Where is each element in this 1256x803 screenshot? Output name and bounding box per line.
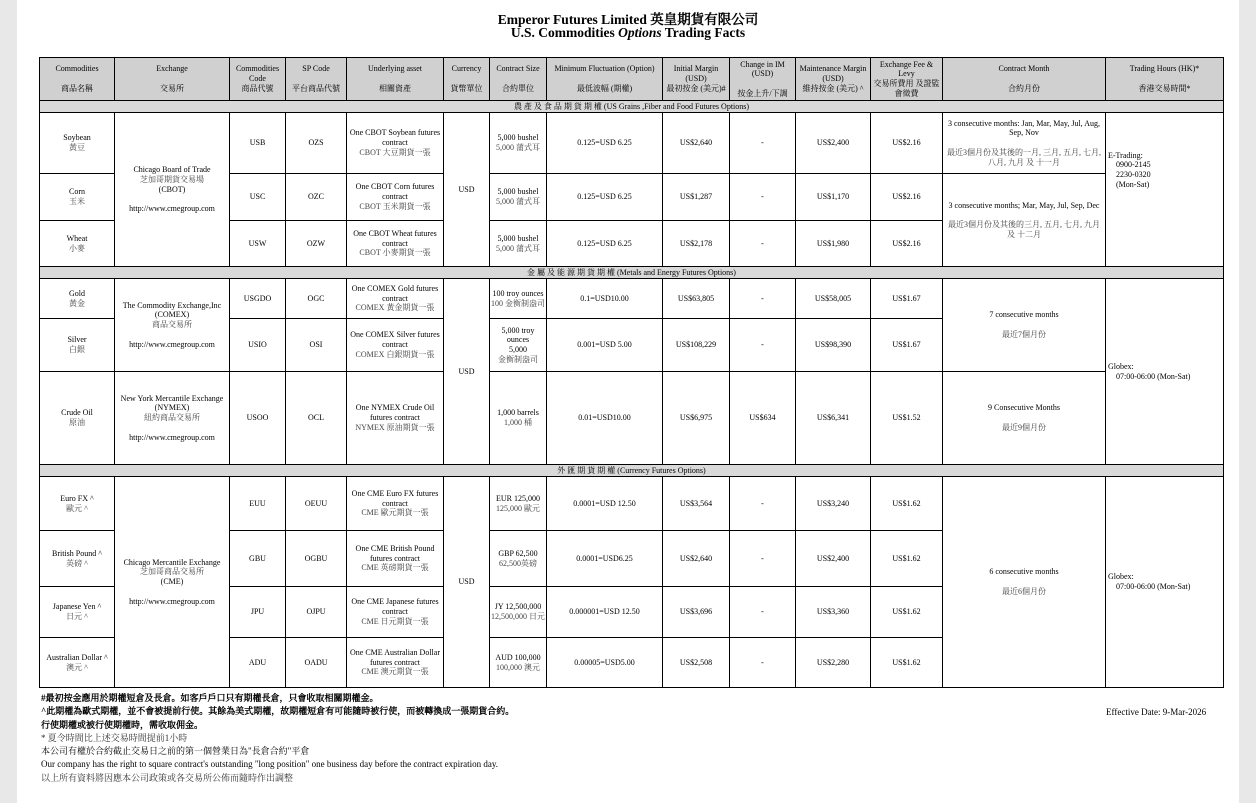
col-commodities-code: Commodities Code 商品代號 (230, 58, 286, 101)
col-change-im: Change in IM (USD) 按金上升/下調 (730, 58, 796, 101)
exchange-cbot: Chicago Board of Trade 芝加哥期貨交易場 (CBOT) http://www.cmegroup.com (115, 113, 230, 267)
effective-date: Effective Date: 9-Mar-2026 (1106, 707, 1207, 717)
col-initial-margin: Initial Margin (USD) 最初按金 (美元)# (663, 58, 730, 101)
col-contract-size: Contract Size 合約單位 (490, 58, 547, 101)
trading-hours-fx: Globex: 07:00-06:00 (Mon-Sat) (1106, 477, 1224, 688)
table-row: Australian Dollar ^ 澳元 ^ ADU OADU One CME Australian Dollar futures contract CME 澳元期貨一張 AUD 100,000 100,000 澳元 0.00005=USD5.00 US$2,508 - US$2,280 US$1.62 (40, 638, 1224, 688)
note-square-cn: 本公司有權於合約截止交易日之前的第一個營業日為"長倉合約"平倉 (41, 746, 310, 757)
document-subtitle: U.S. Commodities Options Trading Facts (510, 25, 746, 40)
exchange-comex: The Commodity Exchange,Inc (COMEX) 商品交易所 http://www.cmegroup.com (115, 279, 230, 372)
note-adjustment: 以上所有資料將因應本公司政策或各交易所公佈而隨時作出調整 (41, 772, 294, 783)
table-row: Crude Oil 原油 New York Mercantile Exchange (NYMEX) 紐約商品交易所 http://www.cmegroup.com USOO OCL One NYMEX Crude Oil futures contract NYMEX 原油期貨一張 1,000 barrels 1,000 桶 0.01=USD10.00 US$6,975 US$634 US$6,341 US$1.52 9 Consecutive Months 最近9個月份 (40, 372, 1224, 465)
table-row: British Pound ^ 英磅 ^ GBU OGBU One CME British Pound futures contract CME 英磅期貨一張 GBP 62,500 62,500英磅 0.0001=USD6.25 US$2,640 - US$2,400 US$1.62 (40, 531, 1224, 587)
note-initial-margin: #最初按金應用於期權短倉及長倉。如客戶戶口只有期權長倉，只會收取相關期權金。 (41, 693, 379, 703)
table-row: Silver 白銀 USIO OSI One COMEX Silver futures contract COMEX 白銀期貨一張 5,000 troy ounces 5,000 金衡制盎司 0.001=USD 5.00 US$108,229 - US$98,390 US$1.67 (40, 319, 1224, 372)
col-exchange: Exchange 交易所 (115, 58, 230, 101)
document-page (17, 0, 1239, 803)
table-row: Gold 黃金 The Commodity Exchange,Inc (COMEX) 商品交易所 http://www.cmegroup.com USGDO OGC One COMEX Gold futures contract COMEX 黃金期貨一張 USD 100 troy ounces 100 金衡制盎司 0.1=USD10.00 US$63,805 - US$58,005 US$1.67 7 consecutive months 最近7個月份 Globex: 07:00-06:00 (Mon-Sat) (40, 279, 1224, 319)
contract-month-soybean: 3 consecutive months: Jan, Mar, May, Jul, Aug, Sep, Nov 最近3個月份及其後的一月, 三月, 五月, 七月, 八月, 九月 及 十一月 (943, 113, 1106, 174)
contract-month-corn-wheat: 3 consecutive months; Mar, May, Jul, Sep, Dec 最近3個月份及其後的三月, 五月, 七月, 九月 及 十二月 (943, 174, 1106, 267)
table-row: Euro FX ^ 歐元 ^ Chicago Mercantile Exchange 芝加哥商品交易所 (CME) http://www.cmegroup.com EUU OEUU One CME Euro FX futures contract CME 歐元期貨一張 USD EUR 125,000 125,000 歐元 0.0001=USD 12.50 US$3,564 - US$3,240 US$1.62 6 consecutive months 最近6個月份 Globex: 07:00-06:00 (Mon-Sat) (40, 477, 1224, 531)
contract-month-crude: 9 Consecutive Months 最近9個月份 (943, 372, 1106, 465)
contract-month-fx: 6 consecutive months 最近6個月份 (943, 477, 1106, 688)
table-row: Soybean 黃豆 Chicago Board of Trade 芝加哥期貨交易場 (CBOT) http://www.cmegroup.com USB OZS One CBOT Soybean futures contract CBOT 大豆期貨一張 USD 5,000 bushel 5,000 蒲式耳 0.125=USD 6.25 US$2,640 - US$2,400 US$2.16 3 consecutive months: Jan, Mar, May, Jul, Aug, Sep, Nov 最近3個月份及其後的一月, 三月, 五月, 七月, 八月, 九月 及 十一月 E-Trading: 0900-2145 2230-0320 (Mon-Sat) (40, 113, 1224, 174)
table-row: Japanese Yen ^ 日元 ^ JPU OJPU One CME Japanese futures contract CME 日元期貨一張 JY 12,500,000 12,500,000 日元 0.000001=USD 12.50 US$3,696 - US$3,360 US$1.62 (40, 587, 1224, 638)
exchange-cme: Chicago Mercantile Exchange 芝加哥商品交易所 (CME) http://www.cmegroup.com (115, 477, 230, 688)
document-title: Emperor Futures Limited 英皇期貨有限公司 (497, 12, 759, 27)
table-row: Corn 玉米 USC OZC One CBOT Corn futures contract CBOT 玉米期貨一張 5,000 bushel 5,000 蒲式耳 0.125=USD 6.25 US$1,287 - US$1,170 US$2.16 3 consecutive months; Mar, May, Jul, Sep, Dec 最近3個月份及其後的三月, 五月, 七月, 九月 及 十二月 (40, 174, 1224, 221)
col-trading-hours: Trading Hours (HK)* 香港交易時間* (1106, 58, 1224, 101)
trading-facts-table (39, 57, 1224, 688)
col-currency: Currency 貨幣單位 (444, 58, 490, 101)
col-maintenance-margin: Maintenance Margin (USD) 維持按金 (美元) ^ (796, 58, 871, 101)
exchange-nymex: New York Mercantile Exchange (NYMEX) 紐約商品交易所 http://www.cmegroup.com (115, 372, 230, 465)
table-header-row (40, 58, 1224, 101)
col-contract-month: Contract Month 合約月份 (943, 58, 1106, 101)
section-header-metals: 金 屬 及 能 源 期 貨 期 權 (Metals and Energy Futures Options) (40, 267, 1224, 279)
col-underlying-asset: Underlying asset 相關資產 (347, 58, 444, 101)
trading-hours-grains: E-Trading: 0900-2145 2230-0320 (Mon-Sat) (1106, 113, 1224, 267)
table-row: Wheat 小麥 USW OZW One CBOT Wheat futures contract CBOT 小麥期貨一張 5,000 bushel 5,000 蒲式耳 0.125=USD 6.25 US$2,178 - US$1,980 US$2.16 (40, 221, 1224, 267)
col-exchange-fee: Exchange Fee & Levy 交易所費用 及證監會徵費 (871, 58, 943, 101)
section-header-fx: 外 匯 期 貨 期 權 (Currency Futures Options) (40, 465, 1224, 477)
col-min-fluctuation: Minimum Fluctuation (Option) 最低波幅 (期權) (547, 58, 663, 101)
note-summer-time: * 夏令時間比上述交易時間提前1小時 (41, 732, 188, 743)
footnotes (41, 692, 514, 785)
contract-month-gold-silver: 7 consecutive months 最近7個月份 (943, 279, 1106, 372)
trading-hours-metals: Globex: 07:00-06:00 (Mon-Sat) (1106, 279, 1224, 465)
note-square-en: Our company has the right to square contract's outstanding "long position" one business day before the contract expiration day. (41, 759, 499, 770)
col-commodities: Commodities 商品名稱 (40, 58, 115, 101)
note-commission: 行使期權或被行使期權時，需收取佣金。 (41, 719, 204, 730)
col-sp-code: SP Code 平台商品代號 (286, 58, 347, 101)
section-header-grains: 農 產 及 食 品 期 貨 期 權 (US Grains ,Fiber and Food Futures Options) (40, 101, 1224, 113)
note-european-option: ^此期權為歐式期權，並不會被提前行使。其餘為美式期權，故期權短倉有可能隨時被行使，而被轉換成一張期貨合約。 (41, 706, 515, 717)
